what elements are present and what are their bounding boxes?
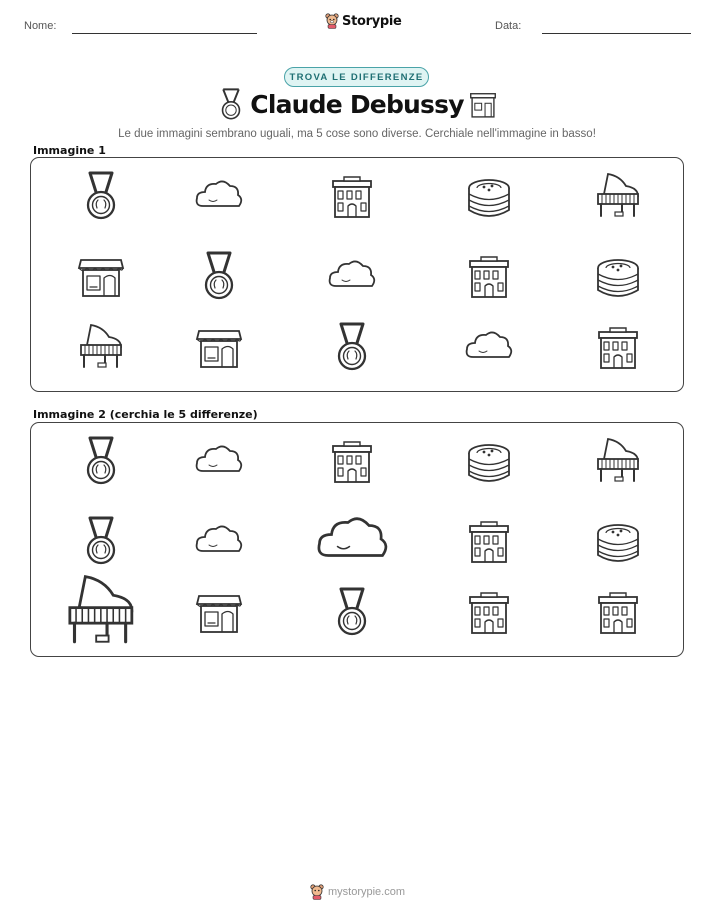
cloud-icon[interactable] — [312, 503, 393, 584]
building-icon — [591, 322, 645, 376]
medal-icon[interactable] — [74, 516, 128, 570]
medal-icon — [325, 322, 379, 376]
building-icon — [325, 171, 379, 225]
shop-icon — [468, 92, 498, 125]
shop-icon[interactable] — [192, 587, 246, 641]
coin-stack-icon[interactable] — [462, 436, 516, 490]
coin-stack-icon — [591, 251, 645, 305]
brand-name: Storypie — [342, 13, 402, 29]
coin-stack-icon[interactable] — [591, 516, 645, 570]
image1-panel — [30, 157, 684, 392]
piano-icon[interactable] — [59, 572, 143, 656]
shop-icon — [192, 322, 246, 376]
instructions: Le due immagini sembrano uguali, ma 5 cose sono diverse. Cerchiale nell'immagine in basso! — [118, 128, 596, 140]
brand-logo — [325, 13, 402, 29]
shop-icon — [74, 251, 128, 305]
cloud-icon — [325, 251, 379, 305]
image1-label: Immagine 1 — [33, 144, 106, 157]
medal-icon — [74, 171, 128, 225]
piano-icon — [591, 171, 645, 225]
piano-icon[interactable] — [591, 436, 645, 490]
name-label: Nome: — [24, 20, 57, 32]
piano-icon — [74, 322, 128, 376]
cloud-icon — [462, 322, 516, 376]
activity-badge: TROVA LE DIFFERENZE — [284, 67, 429, 87]
building-icon[interactable] — [325, 436, 379, 490]
image2-label: Immagine 2 (cerchia le 5 differenze) — [33, 408, 258, 421]
footer-url: mystorypie.com — [328, 886, 406, 898]
bear-logo-icon — [310, 884, 324, 900]
building-icon[interactable] — [462, 516, 516, 570]
bear-logo-icon — [325, 13, 339, 29]
building-icon[interactable] — [591, 587, 645, 641]
cloud-icon[interactable] — [192, 436, 246, 490]
date-line[interactable] — [542, 33, 691, 34]
date-label: Data: — [495, 20, 522, 32]
medal-icon — [192, 251, 246, 305]
medal-icon[interactable] — [74, 436, 128, 490]
coin-stack-icon — [462, 171, 516, 225]
name-line[interactable] — [72, 33, 257, 34]
building-icon[interactable] — [462, 587, 516, 641]
cloud-icon[interactable] — [192, 516, 246, 570]
image2-panel[interactable] — [30, 422, 684, 657]
building-icon — [462, 251, 516, 305]
footer — [310, 884, 405, 900]
page-title: Claude Debussy — [250, 90, 464, 119]
medal-icon[interactable] — [325, 587, 379, 641]
cloud-icon — [192, 171, 246, 225]
